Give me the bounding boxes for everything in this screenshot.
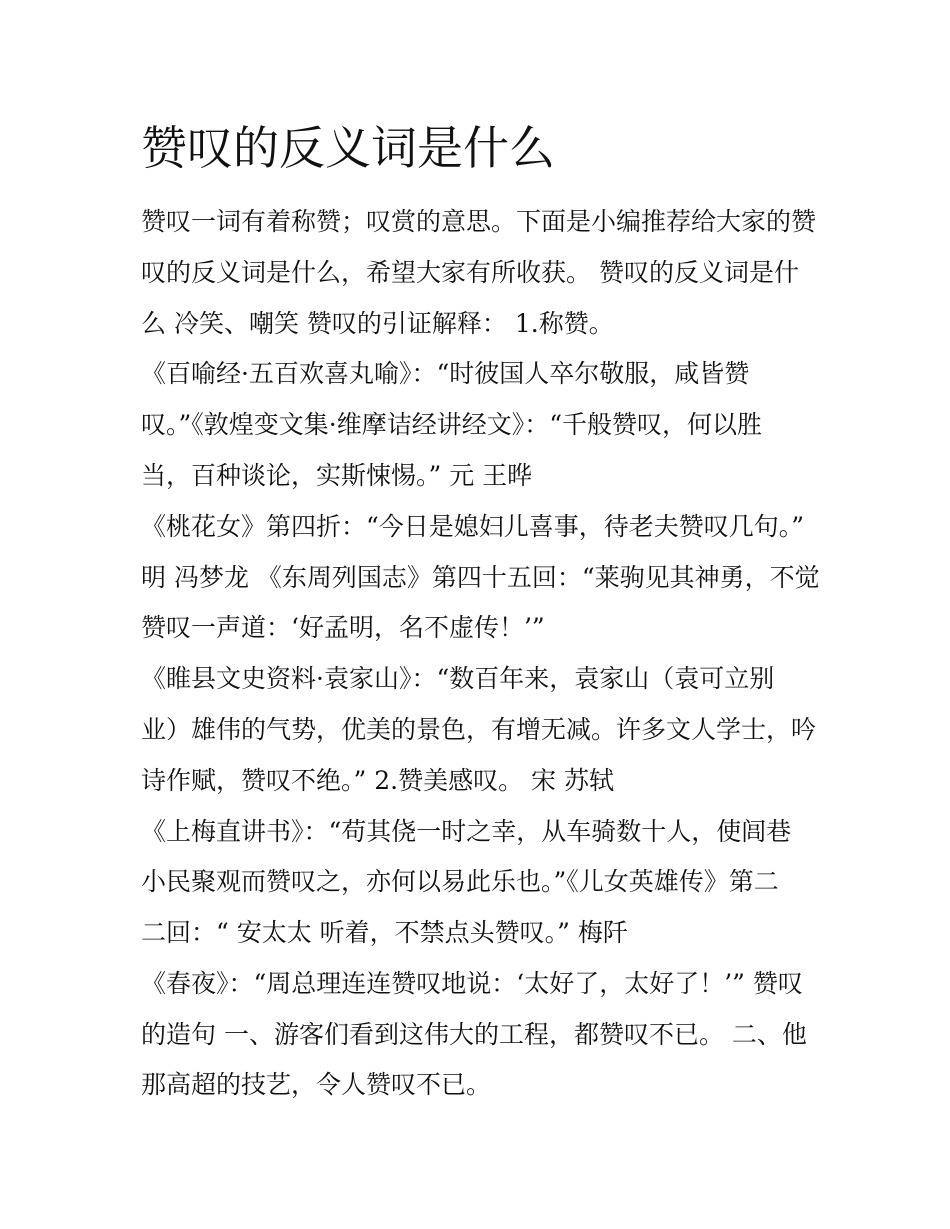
body-line-17: 的造句 一、游客们看到这伟大的工程，都赞叹不已。 二、他 xyxy=(141,1020,807,1049)
body-line-2: 叹的反义词是什么，希望大家有所收获。 赞叹的反义词是什 xyxy=(141,258,799,287)
body-line-14: 小民聚观而赞叹之，亦何以易此乐也。”《儿女英雄传》第二 xyxy=(141,867,779,896)
body-line-3: 么 冷笑、嘲笑 赞叹的引证解释： 1.称赞。 xyxy=(141,309,614,338)
body-line-12: 诗作赋，赞叹不绝。” 2.赞美感叹。 宋 苏轼 xyxy=(141,766,614,795)
body-line-7: 《桃花女》第四折：“今日是媳妇儿喜事，待老夫赞叹几句。” xyxy=(141,512,805,541)
body-line-16: 《春夜》：“周总理连连赞叹地说：‘太好了，太好了！’” 赞叹 xyxy=(141,969,803,998)
body-line-10: 《睢县文史资料·袁家山》：“数百年来，袁家山（袁可立别 xyxy=(141,664,775,693)
document-title: 赞叹的反义词是什么 xyxy=(141,121,555,175)
body-line-5: 叹。”《敦煌变文集·维摩诘经讲经文》：“千般赞叹，何以胜 xyxy=(141,410,763,439)
body-line-8: 明 冯梦龙 《东周列国志》第四十五回：“莱驹见其神勇，不觉 xyxy=(141,563,820,592)
body-line-13: 《上梅直讲书》：“苟其侥一时之幸，从车骑数十人，使闾巷 xyxy=(141,817,792,846)
body-line-4: 《百喻经·五百欢喜丸喻》：“时彼国人卒尔敬服，咸皆赞 xyxy=(141,359,750,388)
body-line-11: 业）雄伟的气势，优美的景色，有增无减。许多文人学士，吟 xyxy=(141,715,817,744)
body-line-15: 二回：“ 安太太 听着，不禁点头赞叹。” 梅阡 xyxy=(141,918,628,947)
body-line-9: 赞叹一声道：‘好孟明，名不虚传！’” xyxy=(141,613,545,642)
body-line-18: 那高超的技艺，令人赞叹不已。 xyxy=(141,1070,492,1099)
body-line-6: 当，百种谈论，实斯悚惕。” 元 王晔 xyxy=(141,461,533,490)
body-line-1: 赞叹一词有着称赞；叹赏的意思。下面是小编推荐给大家的赞 xyxy=(141,207,817,236)
